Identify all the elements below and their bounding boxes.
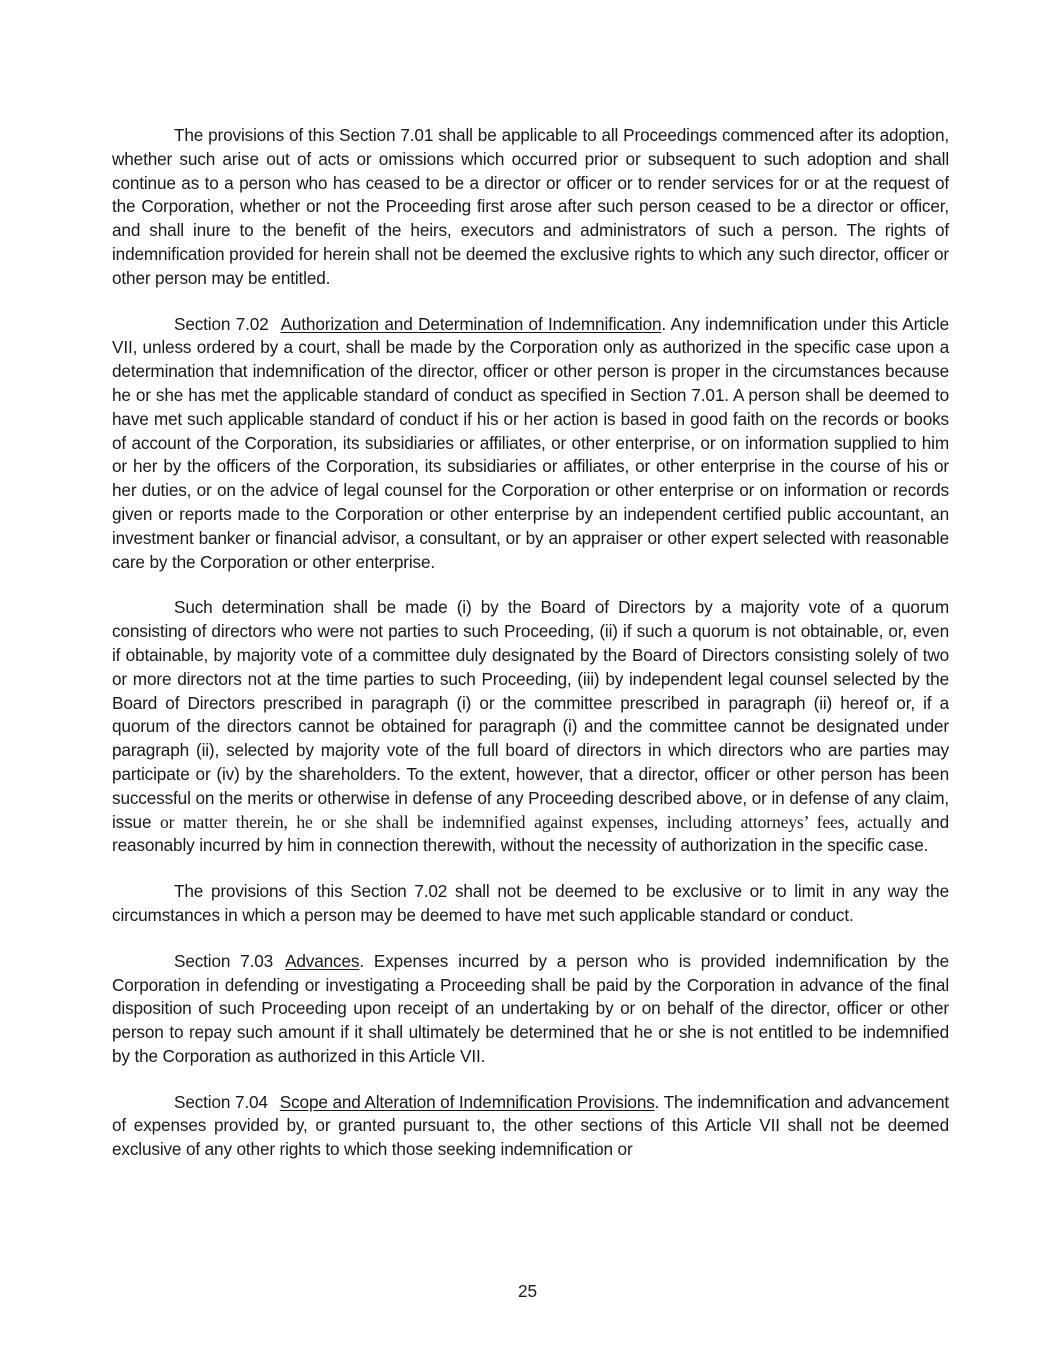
paragraph-section-7-02 [112,313,949,575]
section-body: . The indemnification and advancement of expenses provided by, or granted pursuant to, the other sections of this Article VII shall not be deemed exclusive of any other rights to which those seeking indemnification or [112,1091,949,1160]
paragraph-determination [112,596,949,858]
paragraph-section-7-04 [112,1091,949,1162]
section-number: Section 7.02 [174,313,269,334]
section-body: . Expenses incurred by a person who is provided indemnification by the Corporation in defending or investigating a Proceeding shall be paid by the Corporation in advance of the final disposition of such Proceeding upon receipt of an undertaking by or on behalf of the director, officer or other person to repay such amount if it shall ultimately be determined that he or she is not entitled to be indemnified by the Corporation as authorized in this Article VII. [112,950,949,1066]
section-number: Section 7.03 [174,950,274,971]
paragraph-section-7-03 [112,950,949,1069]
paragraph-text: Such determination shall be made (i) by the Board of Directors by a majority vote of a quorum consisting of directors who were not parties to such Proceeding, (ii) if such a quorum is not obtainable, or, even if obtainable, by majority vote of a committee duly designated by the Board of Directors consisting solely of two or more directors not at the time parties to such Proceeding, (iii) by independent legal counsel selected by the Board of Directors prescribed in paragraph (i) or the committee prescribed in paragraph (ii) hereof or, if a quorum of the directors cannot be obtained for paragraph (i) and the committee cannot be designated under paragraph (ii), selected by majority vote of the full board of directors in which directors who are parties may participate or (iv) by the shareholders. To the extent, however, that a director, officer or other person has been successful on the merits or otherwise in defense of any Proceeding described above, or in defense of any claim, issue [112,597,949,832]
paragraph-section-7-02-non-exclusive: The provisions of this Section 7.02 shall not be deemed to be exclusive or to limit in any way the circumstances in which a person may be deemed to have met such applicable standard or conduct. [112,881,949,925]
section-heading: Scope and Alteration of Indemnification Provisions [279,1091,655,1112]
paragraph-section-7-01-applicability: The provisions of this Section 7.01 shall be applicable to all Proceedings commenced after its adoption, whether such arise out of acts or omissions which occurred prior or subsequent to such adoption and shall continue as to a person who has ceased to be a director or officer or to render services for or at the request of the Corporation, whether or not the Proceeding first arose after such person ceased to be a director or officer, and shall inure to the benefit of the heirs, executors and administrators of such a person. The rights of indemnification provided for herein shall not be deemed the exclusive rights to which any such director, officer or other person may be entitled. [112,125,949,288]
document-page [112,124,949,1184]
page-number: 25 [517,1281,538,1301]
section-heading: Advances [285,950,360,971]
paragraph-text-serif: or matter therein, he or she shall be indemnified against expenses, including attorneys’ fees, actually [151,811,912,832]
section-heading: Authorization and Determination of Indemnification [280,313,662,334]
section-number: Section 7.04 [174,1091,268,1112]
section-body: . Any indemnification under this Article VII, unless ordered by a court, shall be made by the Corporation only as authorized in the specific case upon a determination that indemnification of the director, officer or other person is proper in the circumstances because he or she has met the applicable standard of conduct as specified in Section 7.01. A person shall be deemed to have met such applicable standard of conduct if his or her action is based in good faith on the records or books of account of the Corporation, its subsidiaries or affiliates, or other enterprise, or on information supplied to him or her by the officers of the Corporation, its subsidiaries or affiliates, or other enterprise in the course of his or her duties, or on the advice of legal counsel for the Corporation or other enterprise or on information or records given or reports made to the Corporation or other enterprise by an independent certified public accountant, an investment banker or financial advisor, a consultant, or by an appraiser or other expert selected with reasonable care by the Corporation or other enterprise. [112,313,949,572]
paragraph-text: and reasonably incurred by him in connection therewith, without the necessity of authorization in the specific case. [112,811,949,856]
